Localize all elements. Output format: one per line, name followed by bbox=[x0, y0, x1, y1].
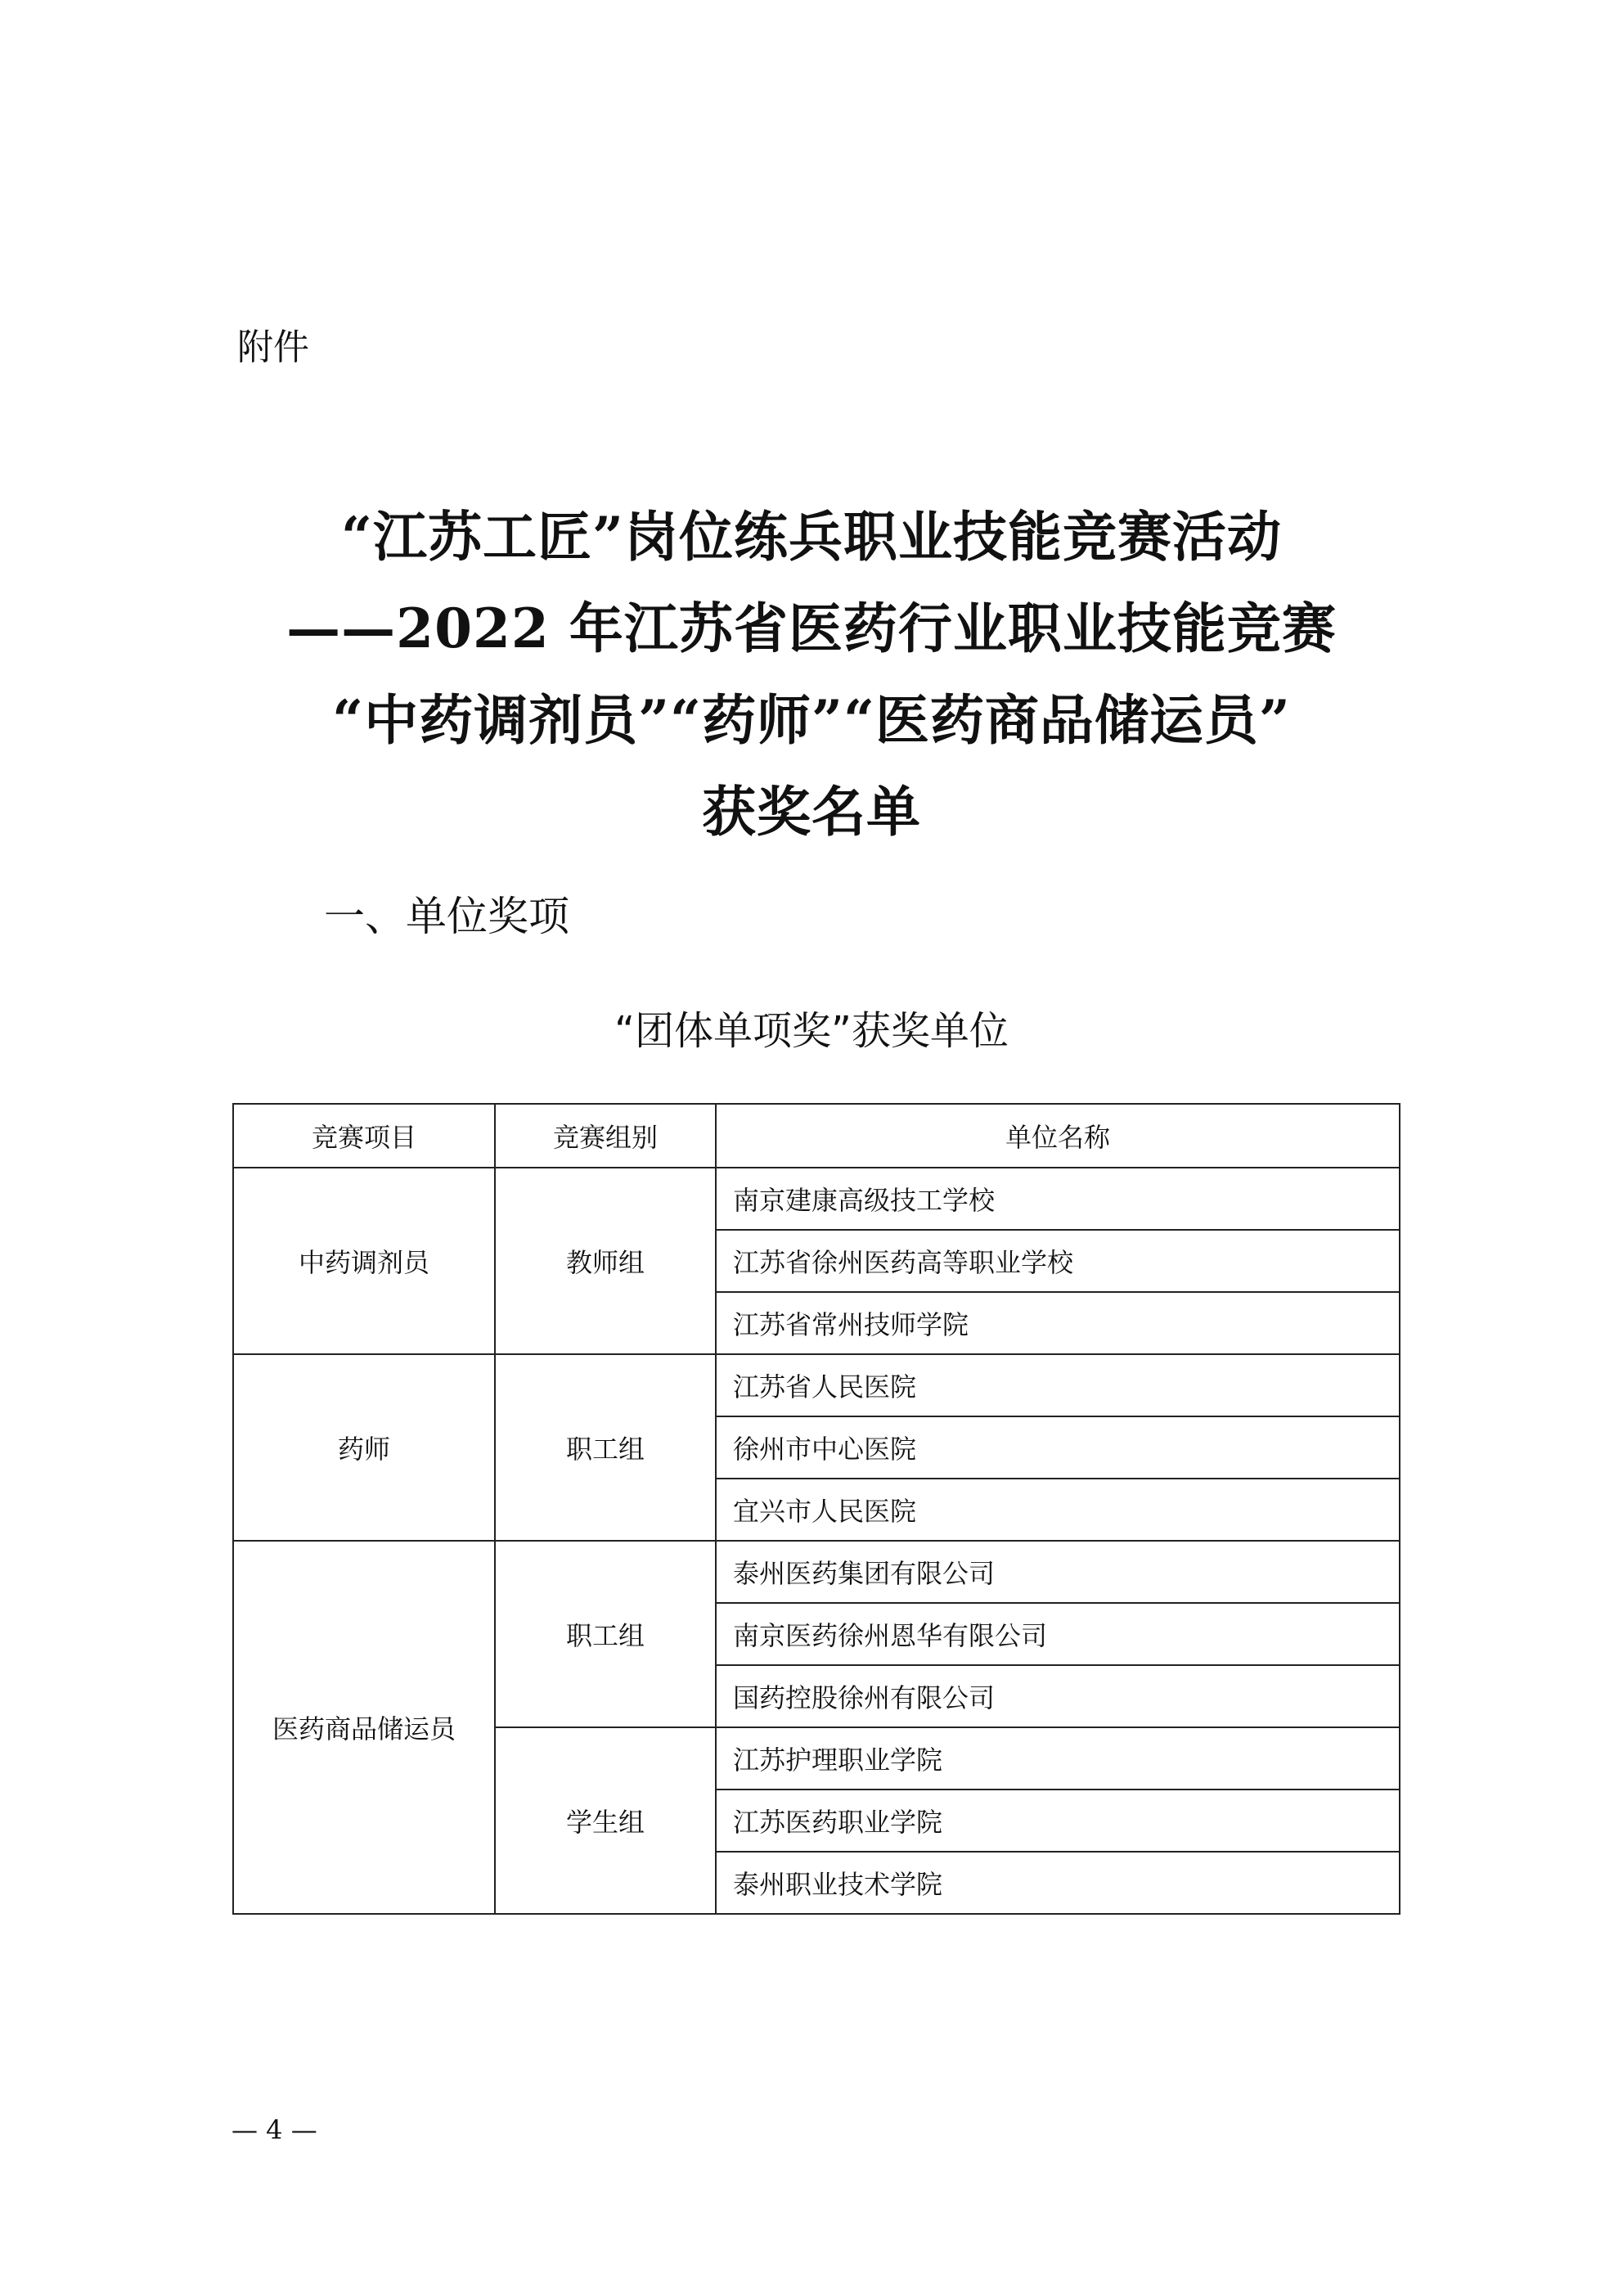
page-number: — 4 — bbox=[232, 2114, 317, 2145]
unit-cell: 江苏省徐州医药高等职业学校 bbox=[716, 1230, 1400, 1292]
document-title bbox=[205, 491, 1418, 858]
header-event: 竞赛项目 bbox=[233, 1104, 495, 1168]
unit-cell: 南京建康高级技工学校 bbox=[716, 1168, 1400, 1230]
unit-cell: 江苏省常州技师学院 bbox=[716, 1292, 1400, 1354]
table-row bbox=[233, 1354, 1400, 1416]
award-table bbox=[232, 1103, 1400, 1915]
unit-cell: 泰州医药集团有限公司 bbox=[716, 1541, 1400, 1603]
unit-cell: 南京医药徐州恩华有限公司 bbox=[716, 1603, 1400, 1665]
table-caption: “团体单项奖”获奖单位 bbox=[614, 1008, 1009, 1054]
table-row bbox=[233, 1168, 1400, 1230]
table-header-row bbox=[233, 1104, 1400, 1168]
unit-cell: 江苏医药职业学院 bbox=[716, 1790, 1400, 1852]
attachment-label: 附件 bbox=[237, 326, 309, 368]
unit-cell: 江苏护理职业学院 bbox=[716, 1727, 1400, 1790]
unit-cell: 江苏省人民医院 bbox=[716, 1354, 1400, 1416]
event-cell: 医药商品储运员 bbox=[233, 1541, 495, 1914]
unit-cell: 国药控股徐州有限公司 bbox=[716, 1665, 1400, 1727]
division-cell: 学生组 bbox=[495, 1727, 716, 1914]
unit-cell: 宜兴市人民医院 bbox=[716, 1479, 1400, 1541]
header-unit-name: 单位名称 bbox=[716, 1104, 1400, 1168]
table-row bbox=[233, 1541, 1400, 1603]
division-cell: 职工组 bbox=[495, 1541, 716, 1727]
division-cell: 教师组 bbox=[495, 1168, 716, 1354]
title-line-1: “江苏工匠”岗位练兵职业技能竞赛活动 bbox=[341, 505, 1282, 569]
section-heading: 一、单位奖项 bbox=[324, 893, 569, 940]
title-line-3: “中药调剂员”“药师”“医药商品储运员” bbox=[332, 688, 1291, 752]
title-line-2: ——2022 年江苏省医药行业职业技能竞赛 bbox=[286, 597, 1337, 660]
header-division: 竞赛组别 bbox=[495, 1104, 716, 1168]
event-cell: 药师 bbox=[233, 1354, 495, 1541]
title-line-4: 获奖名单 bbox=[702, 780, 921, 844]
event-cell: 中药调剂员 bbox=[233, 1168, 495, 1354]
division-cell: 职工组 bbox=[495, 1354, 716, 1541]
unit-cell: 徐州市中心医院 bbox=[716, 1416, 1400, 1479]
unit-cell: 泰州职业技术学院 bbox=[716, 1852, 1400, 1914]
